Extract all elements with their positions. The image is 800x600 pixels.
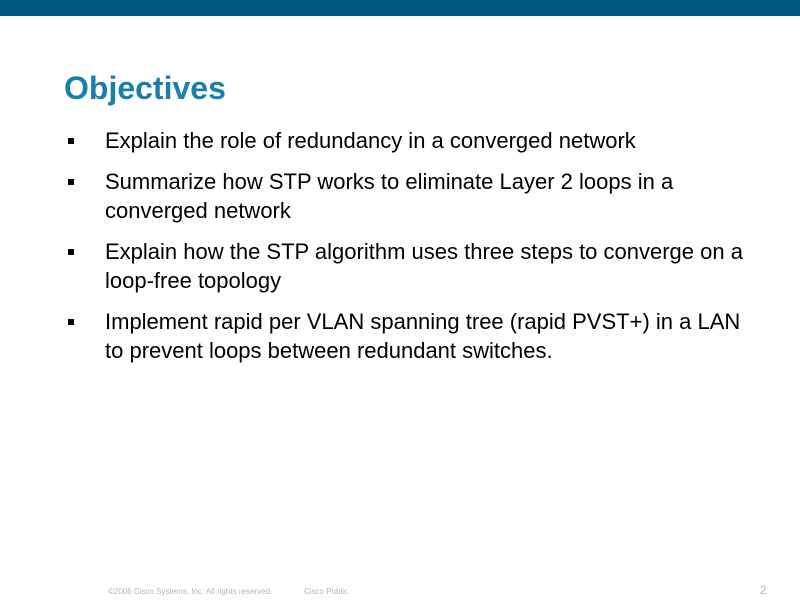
list-item bbox=[64, 307, 754, 365]
header-bar bbox=[0, 0, 800, 16]
list-item bbox=[64, 167, 754, 225]
square-bullet-icon bbox=[68, 319, 74, 325]
page-number: 2 bbox=[760, 583, 767, 597]
bullet-text: Implement rapid per VLAN spanning tree (rapid PVST+) in a LAN to prevent loops between redundant switches. bbox=[105, 309, 741, 363]
square-bullet-icon bbox=[68, 249, 74, 255]
bullet-text: Summarize how STP works to eliminate Layer 2 loops in a converged network bbox=[105, 169, 674, 223]
bullet-text: Explain the role of redundancy in a converged network bbox=[105, 128, 636, 153]
list-item bbox=[64, 126, 754, 155]
square-bullet-icon bbox=[68, 179, 74, 185]
bullet-text: Explain how the STP algorithm uses three steps to converge on a loop-free topology bbox=[105, 239, 743, 293]
footer-classification: Cisco Public bbox=[304, 587, 349, 596]
footer-copyright: ©2006 Cisco Systems, Inc. All rights reserved. bbox=[108, 587, 273, 596]
square-bullet-icon bbox=[68, 138, 74, 144]
list-item bbox=[64, 237, 754, 295]
objectives-list bbox=[64, 126, 754, 377]
slide-title: Objectives bbox=[64, 70, 226, 106]
